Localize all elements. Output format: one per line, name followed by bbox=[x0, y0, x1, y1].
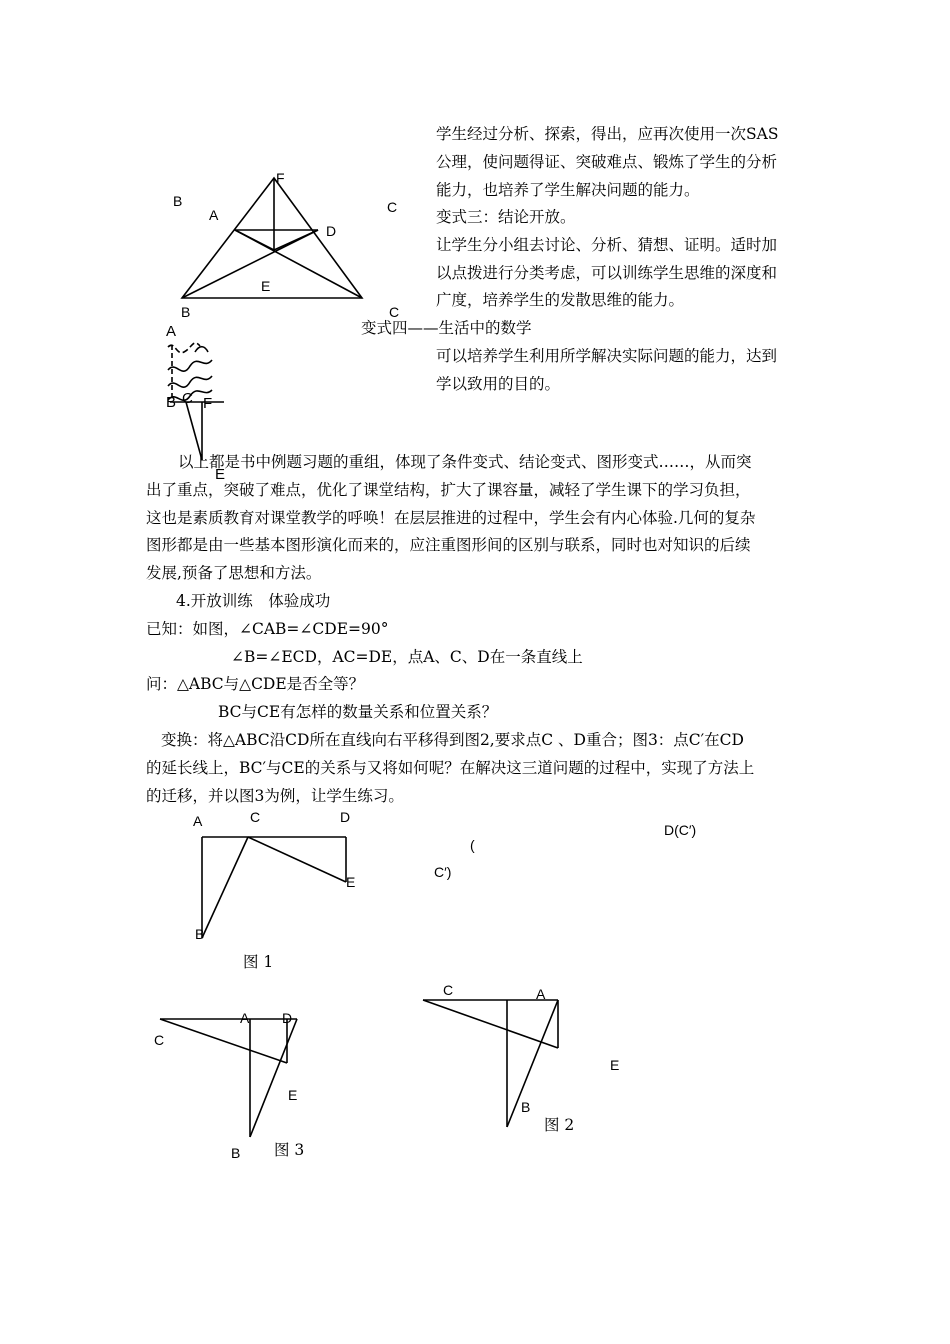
text-line: 问：△ABC与△CDE是否全等？ bbox=[146, 675, 365, 693]
label-E: E bbox=[288, 1087, 298, 1103]
text-line: 已知：如图，∠CAB=∠CDE=90° bbox=[146, 620, 389, 638]
label-C: C bbox=[443, 982, 454, 998]
section-heading: 变式四——生活中的数学 bbox=[361, 319, 532, 337]
label-C: C bbox=[182, 390, 193, 407]
label-A: A bbox=[166, 323, 177, 340]
label-B: B bbox=[166, 394, 177, 411]
label-DC: D(C′) bbox=[664, 822, 697, 838]
text-line: 让学生分小组去讨论、分析、猜想、证明。适时加 bbox=[436, 236, 778, 254]
label-C: C bbox=[154, 1032, 165, 1048]
figure-caption: 图 3 bbox=[274, 1141, 305, 1159]
text-line: 能力，也培养了学生解决问题的能力。 bbox=[436, 181, 700, 199]
label-B: B bbox=[195, 926, 205, 942]
label-A: A bbox=[240, 1010, 250, 1026]
label-A: A bbox=[209, 207, 219, 223]
text-line: 学以致用的目的。 bbox=[436, 375, 561, 393]
figure-caption: 图 2 bbox=[544, 1116, 575, 1134]
section-heading: 4.开放训练 体验成功 bbox=[176, 592, 331, 610]
label-C: C bbox=[250, 809, 261, 825]
text-line: 广度，培养学生的发散思维的能力。 bbox=[436, 291, 685, 309]
label-F: F bbox=[203, 395, 213, 412]
text-line: 的延长线上，BC′与CE的关系与又将如何呢？在解决这三道问题的过程中，实现了方法上 bbox=[146, 759, 755, 777]
label-B: B bbox=[181, 304, 191, 320]
label-A: A bbox=[536, 986, 546, 1002]
paragraph-line: 图形都是由一些基本图形演化而来的，应注重图形间的区别与联系，同时也对知识的后续 bbox=[146, 536, 751, 554]
text-line: ∠B=∠ECD，AC=DE，点A、C、D在一条直线上 bbox=[231, 648, 583, 666]
figure-caption: 图 1 bbox=[243, 953, 274, 971]
label-E: E bbox=[346, 874, 356, 890]
label-Cprime: C′) bbox=[434, 864, 452, 880]
label-paren: ( bbox=[470, 837, 475, 853]
text-line: 公理，使问题得证、突破难点、锻炼了学生的分析 bbox=[436, 153, 778, 171]
label-B: B bbox=[173, 193, 183, 209]
text-line: 变换：将△ABC沿CD所在直线向右平移得到图2,要求点C 、D重合；图3：点C′在CD bbox=[161, 731, 744, 749]
label-E: E bbox=[261, 278, 271, 294]
label-B: B bbox=[231, 1145, 241, 1161]
text-line: 变式三：结论开放。 bbox=[436, 208, 576, 226]
label-C: C bbox=[387, 199, 398, 215]
paragraph-line: 发展,预备了思想和方法。 bbox=[146, 564, 322, 582]
paragraph-line: 这也是素质教育对课堂教学的呼唤！在层层推进的过程中，学生会有内心体验.几何的复杂 bbox=[146, 509, 756, 527]
label-F: F bbox=[276, 170, 285, 186]
label-D: D bbox=[340, 809, 351, 825]
text-line: 的迁移，并以图3为例，让学生练习。 bbox=[146, 787, 404, 805]
label-B: B bbox=[521, 1099, 531, 1115]
label-C: C bbox=[389, 304, 400, 320]
label-D: D bbox=[282, 1010, 293, 1026]
text-line: BC与CE有怎样的数量关系和位置关系？ bbox=[218, 703, 498, 721]
label-E: E bbox=[610, 1057, 620, 1073]
paragraph-line: 出了重点，突破了难点，优化了课堂结构，扩大了课容量，减轻了学生课下的学习负担， bbox=[146, 481, 751, 499]
text-line: 学生经过分析、探索，得出，应再次使用一次SAS bbox=[436, 125, 779, 143]
label-D: D bbox=[326, 223, 337, 239]
label-A: A bbox=[193, 813, 203, 829]
text-line: 可以培养学生利用所学解决实际问题的能力，达到 bbox=[436, 347, 778, 365]
text-line: 以点拨进行分类考虑，可以训练学生思维的深度和 bbox=[436, 264, 778, 282]
paragraph-line: 以上都是书中例题习题的重组，体现了条件变式、结论变式、图形变式……，从而突 bbox=[178, 453, 752, 471]
label-E: E bbox=[215, 466, 226, 483]
